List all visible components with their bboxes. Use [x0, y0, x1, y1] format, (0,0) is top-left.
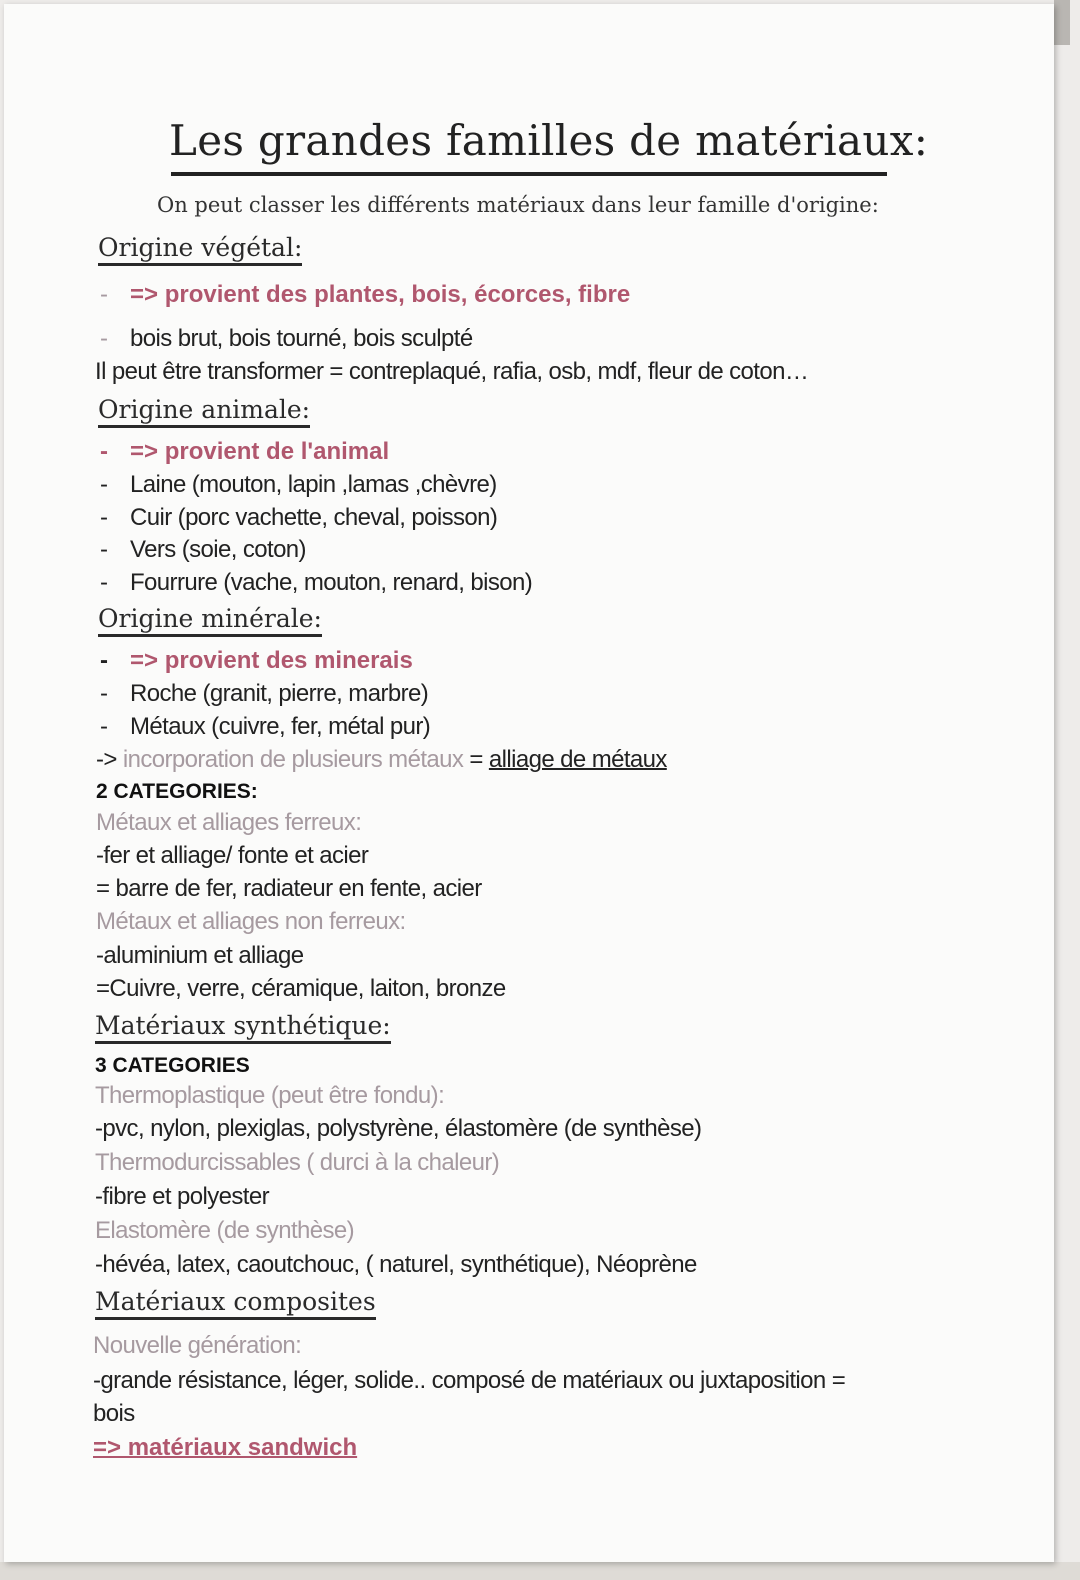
title-underline	[171, 172, 887, 176]
animal-item: - Vers (soie, coton)	[100, 536, 306, 563]
vegetal-source: - => provient des plantes, bois, écorces, fibre	[100, 281, 631, 308]
animal-item: - Laine (mouton, lapin ,lamas ,chèvre)	[100, 471, 497, 498]
heading-synthetic: Matériaux synthétique:	[95, 1011, 391, 1044]
animal-source: - => provient de l'animal	[100, 438, 390, 465]
nonferrous-line: =Cuivre, verre, céramique, laiton, bronze	[96, 975, 506, 1002]
page-edge-shadow	[1054, 0, 1070, 45]
synthetic-categories-label: 3 CATEGORIES	[95, 1054, 250, 1077]
mineral-categories-label: 2 CATEGORIES:	[96, 780, 258, 803]
heading-composite: Matériaux composites	[95, 1287, 376, 1320]
heading-mineral: Origine minérale:	[98, 604, 322, 637]
nonferrous-label: Métaux et alliages non ferreux:	[96, 908, 406, 935]
elastomer-items: -hévéa, latex, caoutchouc, ( naturel, synthétique), Néoprène	[95, 1251, 697, 1278]
mineral-item: - Métaux (cuivre, fer, métal pur)	[100, 713, 431, 740]
alloy-line: -> incorporation de plusieurs métaux = alliage de métaux	[96, 746, 667, 773]
animal-item: - Cuir (porc vachette, cheval, poisson)	[100, 504, 498, 531]
thermoset-label: Thermodurcissables ( durci à la chaleur)	[95, 1149, 500, 1176]
thermoset-items: -fibre et polyester	[95, 1183, 270, 1210]
heading-animal: Origine animale:	[98, 395, 310, 428]
elastomer-label: Elastomère (de synthèse)	[95, 1217, 355, 1244]
alloy-term: alliage de métaux	[488, 746, 667, 773]
page-bottom-edge	[0, 1562, 1080, 1580]
composite-desc: bois	[93, 1400, 135, 1427]
thermoplastic-items: -pvc, nylon, plexiglas, polystyrène, élastomère (de synthèse)	[95, 1115, 702, 1142]
composite-label: Nouvelle génération:	[93, 1332, 302, 1359]
ferrous-line: -fer et alliage/ fonte et acier	[96, 842, 369, 869]
ferrous-line: = barre de fer, radiateur en fente, acier	[96, 875, 482, 902]
mineral-item: - Roche (granit, pierre, marbre)	[100, 680, 429, 707]
intro-text: On peut classer les différents matériaux dans leur famille d'origine:	[157, 193, 879, 217]
heading-vegetal: Origine végétal:	[98, 233, 302, 266]
page-title: Les grandes familles de matériaux:	[169, 116, 929, 165]
thermoplastic-label: Thermoplastique (peut être fondu):	[95, 1082, 445, 1109]
document-page	[4, 4, 1054, 1562]
ferrous-label: Métaux et alliages ferreux:	[96, 809, 362, 836]
composite-desc: -grande résistance, léger, solide.. composé de matériaux ou juxtaposition =	[93, 1367, 846, 1394]
mineral-source: - => provient des minerais	[100, 647, 413, 674]
vegetal-item: - bois brut, bois tourné, bois sculpté	[100, 325, 473, 352]
nonferrous-line: -aluminium et alliage	[96, 942, 304, 969]
composite-sandwich: => matériaux sandwich	[93, 1434, 358, 1461]
vegetal-transform: Il peut être transformer = contreplaqué, rafia, osb, mdf, fleur de coton…	[95, 358, 809, 385]
animal-item: - Fourrure (vache, mouton, renard, bison)	[100, 569, 533, 596]
